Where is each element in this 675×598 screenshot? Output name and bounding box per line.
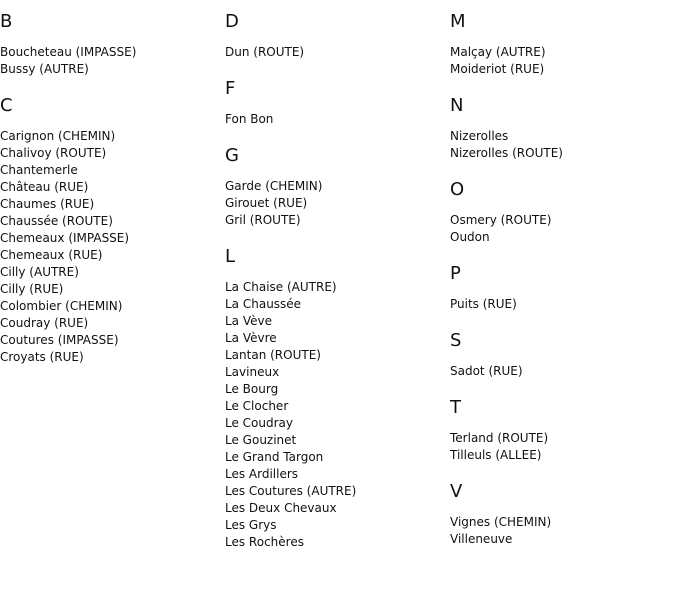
letter-group-c	[0, 94, 220, 366]
street-link[interactable]: Nizerolles (ROUTE)	[450, 146, 563, 160]
street-list	[225, 178, 445, 229]
letter-heading: V	[450, 481, 463, 502]
letter-heading: O	[450, 179, 465, 200]
street-link[interactable]: Coudray (RUE)	[0, 316, 89, 330]
street-link[interactable]: Oudon	[450, 230, 490, 244]
street-link[interactable]: Les Rochères	[225, 535, 304, 549]
street-list	[450, 363, 670, 380]
street-column-2	[225, 10, 445, 567]
street-link[interactable]: Fon Bon	[225, 112, 274, 126]
street-link[interactable]: Chalivoy (ROUTE)	[0, 146, 107, 160]
street-list	[225, 279, 445, 551]
letter-group-t	[450, 396, 670, 464]
letter-group-o	[450, 178, 670, 246]
street-list	[450, 44, 670, 78]
letter-group-g	[225, 144, 445, 229]
street-link[interactable]: Carignon (CHEMIN)	[0, 129, 116, 143]
street-list	[450, 212, 670, 246]
street-link[interactable]: Le Clocher	[225, 399, 289, 413]
letter-heading: S	[450, 330, 462, 351]
letter-group-m	[450, 10, 670, 78]
street-link[interactable]: Les Grys	[225, 518, 277, 532]
street-link[interactable]: La Chaussée	[225, 297, 302, 311]
street-list	[225, 111, 445, 128]
street-link[interactable]: La Chaise (AUTRE)	[225, 280, 337, 294]
street-list	[0, 128, 220, 366]
street-link[interactable]: Croyats (RUE)	[0, 350, 84, 364]
street-list	[450, 514, 670, 548]
street-link[interactable]: Chaussée (ROUTE)	[0, 214, 113, 228]
street-link[interactable]: Puits (RUE)	[450, 297, 517, 311]
letter-heading: N	[450, 95, 464, 116]
street-link[interactable]: Coutures (IMPASSE)	[0, 333, 119, 347]
street-link[interactable]: Le Bourg	[225, 382, 279, 396]
street-list	[450, 430, 670, 464]
street-link[interactable]: Sadot (RUE)	[450, 364, 523, 378]
letter-heading: L	[225, 246, 236, 267]
letter-group-b	[0, 10, 220, 78]
street-link[interactable]: Chaumes (RUE)	[0, 197, 95, 211]
street-link[interactable]: Château (RUE)	[0, 180, 89, 194]
street-link[interactable]: Villeneuve	[450, 532, 513, 546]
letter-heading: D	[225, 11, 239, 32]
street-link[interactable]: Gril (ROUTE)	[225, 213, 301, 227]
street-list	[225, 44, 445, 61]
street-link[interactable]: La Vève	[225, 314, 272, 328]
letter-group-n	[450, 94, 670, 162]
street-list	[450, 128, 670, 162]
street-link[interactable]: Terland (ROUTE)	[450, 431, 549, 445]
street-link[interactable]: Lantan (ROUTE)	[225, 348, 321, 362]
street-link[interactable]: Malçay (AUTRE)	[450, 45, 546, 59]
street-link[interactable]: Le Grand Targon	[225, 450, 324, 464]
street-link[interactable]: Le Gouzinet	[225, 433, 297, 447]
street-link[interactable]: Dun (ROUTE)	[225, 45, 305, 59]
street-column-1	[0, 10, 220, 382]
street-link[interactable]: Chemeaux (IMPASSE)	[0, 231, 130, 245]
letter-heading: T	[450, 397, 461, 418]
street-link[interactable]: La Vèvre	[225, 331, 277, 345]
letter-heading: F	[225, 78, 236, 99]
street-link[interactable]: Nizerolles	[450, 129, 509, 143]
street-link[interactable]: Girouet (RUE)	[225, 196, 308, 210]
street-link[interactable]: Colombier (CHEMIN)	[0, 299, 123, 313]
street-link[interactable]: Les Deux Chevaux	[225, 501, 337, 515]
street-link[interactable]: Chemeaux (RUE)	[0, 248, 103, 262]
letter-heading: G	[225, 145, 239, 166]
letter-group-l	[225, 245, 445, 551]
letter-group-p	[450, 262, 670, 313]
street-link[interactable]: Cilly (RUE)	[0, 282, 64, 296]
street-link[interactable]: Vignes (CHEMIN)	[450, 515, 552, 529]
letter-heading: P	[450, 263, 461, 284]
letter-group-f	[225, 77, 445, 128]
street-link[interactable]: Le Coudray	[225, 416, 294, 430]
street-link[interactable]: Osmery (ROUTE)	[450, 213, 552, 227]
street-list	[450, 296, 670, 313]
letter-heading: C	[0, 95, 13, 116]
letter-heading: M	[450, 11, 466, 32]
street-link[interactable]: Moideriot (RUE)	[450, 62, 545, 76]
street-link[interactable]: Boucheteau (IMPASSE)	[0, 45, 137, 59]
street-link[interactable]: Bussy (AUTRE)	[0, 62, 89, 76]
street-column-3	[450, 10, 670, 564]
street-link[interactable]: Les Ardillers	[225, 467, 299, 481]
street-link[interactable]: Lavineux	[225, 365, 280, 379]
street-link[interactable]: Chantemerle	[0, 163, 78, 177]
street-link[interactable]: Les Coutures (AUTRE)	[225, 484, 357, 498]
street-list	[0, 44, 220, 78]
street-link[interactable]: Tilleuls (ALLEE)	[450, 448, 542, 462]
letter-group-s	[450, 329, 670, 380]
letter-group-v	[450, 480, 670, 548]
letter-group-d	[225, 10, 445, 61]
letter-heading: B	[0, 11, 13, 32]
street-link[interactable]: Cilly (AUTRE)	[0, 265, 79, 279]
street-link[interactable]: Garde (CHEMIN)	[225, 179, 323, 193]
